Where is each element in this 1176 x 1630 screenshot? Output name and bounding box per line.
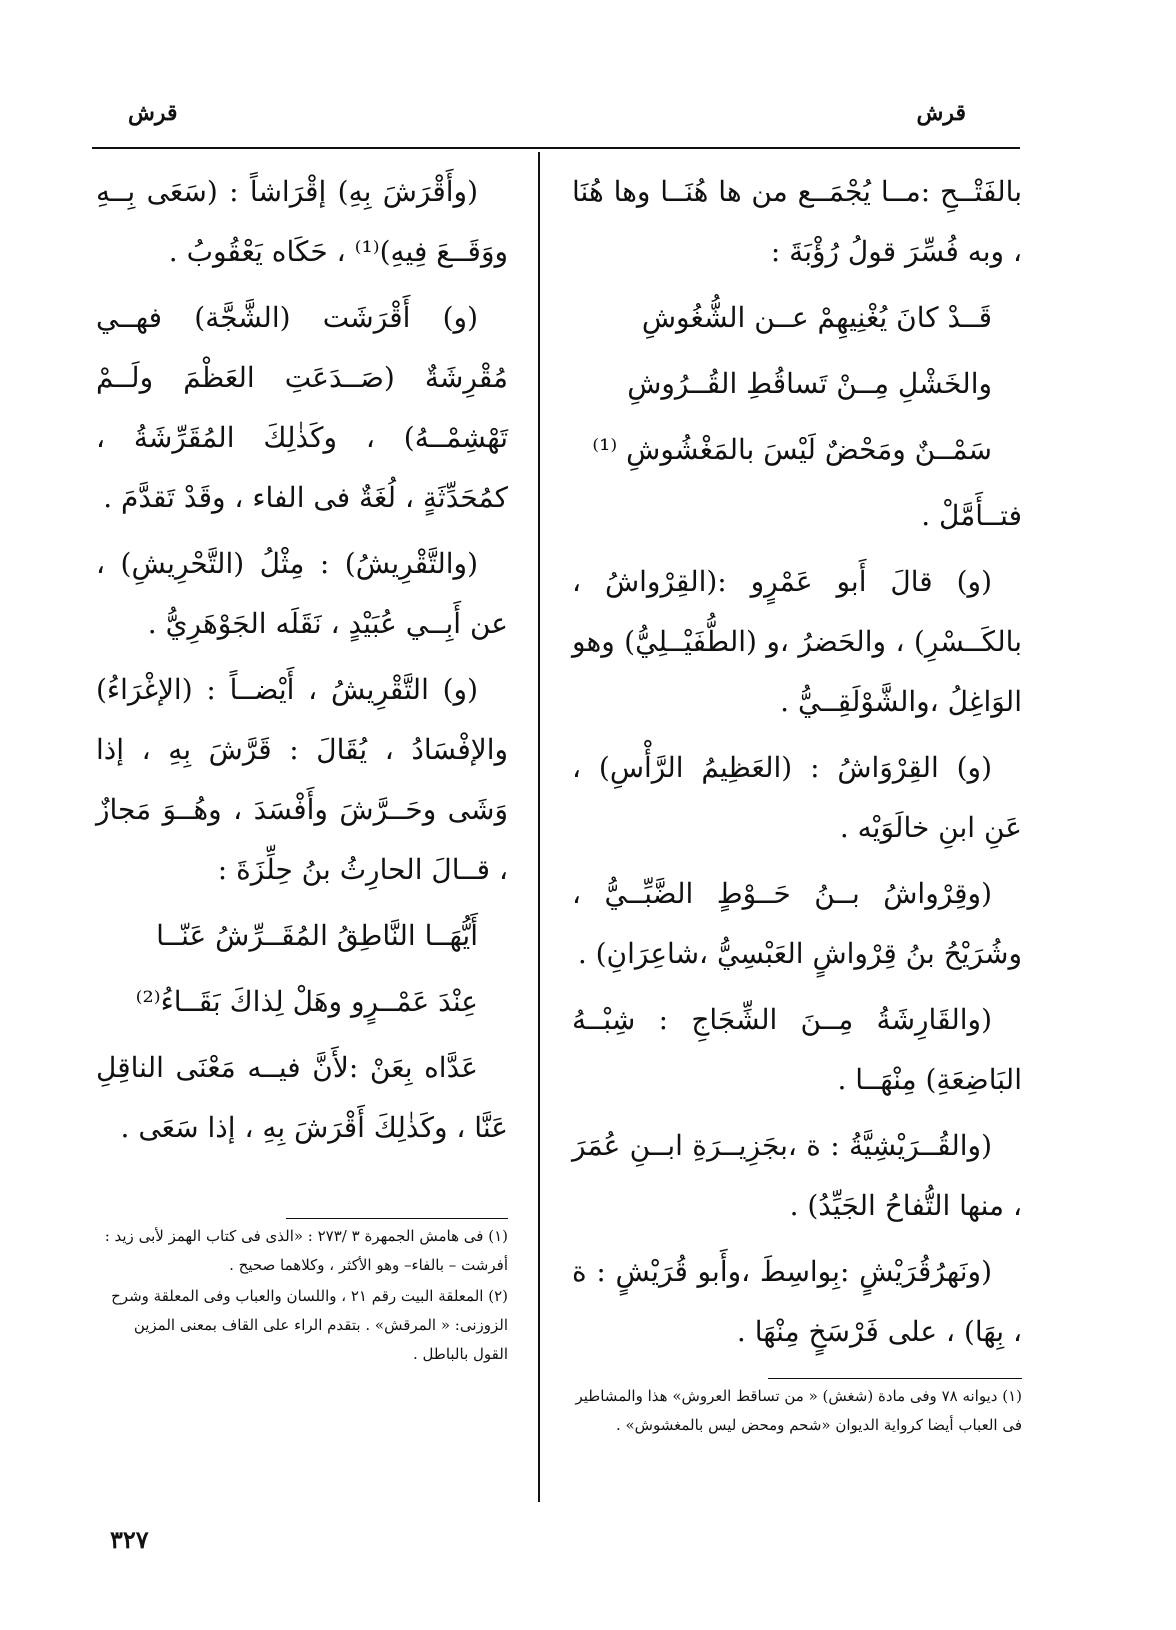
left-paragraph: عَدَّاه بِعَنْ :لأَنَّ فيــه مَعْنَى الناقِلِ عَنَّا ، وكَذٰلِكَ أَقْرَشَ بِهِ ، إذا سَعَى . bbox=[96, 1051, 508, 1144]
left-paragraph: (وأَقْرَشَ بِهِ) إقْرَاشاً : (سَعَى بِــهِ ووَقَــعَ فِيهِ)⁽¹⁾ ، حَكَاه يَعْقُوبُ . bbox=[96, 175, 508, 268]
right-column bbox=[572, 162, 1022, 1368]
right-paragraph: (و) القِرْوَاشُ : (العَظِيمُ الرَّأْسِ) ، عَنِ ابنِ خالَوَيْه . bbox=[572, 751, 1022, 844]
verse-line: عِنْدَ عَمْــرٍو وهَلْ لِذاكَ بَقَــاءُ⁽²⁾ bbox=[135, 985, 478, 1018]
left-paragraph: (والتَّقْرِيشُ) : مِثْلُ (التَّحْرِيشِ) ، عن أَبِــي عُبَيْدٍ ، نَقَلَه الجَوْهَرِيُّ . bbox=[96, 547, 508, 640]
right-paragraph: (وقِرْواشُ بــنُ حَــوْطٍ الضَّبِّــيُّ ، وشُرَيْحُ بنُ قِرْواشٍ العَبْسِيُّ ،شاعِرَانِ) . bbox=[572, 877, 1022, 970]
header-rule bbox=[92, 147, 1020, 149]
footnote-rule-left bbox=[286, 1218, 508, 1219]
page-number: ٣٢٧ bbox=[110, 1525, 149, 1554]
column-divider bbox=[538, 152, 540, 1502]
verse-line: سَمْــنٌ ومَحْضٌ لَيْسَ بالمَغْشُوشِ ⁽¹⁾ bbox=[592, 433, 992, 466]
verse-line: أَيُّهَــا النَّاطِقُ المُقَــرِّشُ عَنّــا bbox=[156, 919, 478, 952]
left-column bbox=[96, 162, 508, 1164]
footnote: (٢) المعلقة البيت رقم ٢١ ، واللسان والعباب وفى المعلقة وشرح الزوزنى: « المرقش» . بتقدم الراء على القاف بمعنى المزين القول بالباطل . bbox=[111, 1287, 508, 1363]
right-paragraph: فتــأَمَّلْ . bbox=[921, 499, 1022, 532]
right-paragraph: (والقُــرَيْشِيَّةُ : ة ،بجَزِيــرَةِ ابــنِ عُمَرَ ، منها التُّفاحُ الجَيِّدُ) . bbox=[572, 1129, 1022, 1222]
right-paragraph: (و) قالَ أَبو عَمْرٍو :(القِرْواشُ ، بالكَــسْرِ) ، والحَضرُ ،و (الطُّفَيْــلِيُّ) وهو الوَاغِلُ ،والشَّوْلَقِــيُّ . bbox=[572, 565, 1022, 718]
verse-line: والخَشْلِ مِــنْ تَساقُطِ القُــرُوشِ bbox=[627, 367, 992, 400]
verse-line: قَــدْ كانَ يُغْنِيهِمْ عــن الشُّغُوشِ bbox=[641, 301, 992, 334]
left-paragraph: (و) أَقْرَشَت (الشَّجَّة) فهــي مُقْرِشَةٌ (صَــدَعَتِ العَظْمَ ولَــمْ تَهْشِمْــهُ) ، وكَذٰلِكَ المُقَرِّشَةُ ، كمُحَدِّثَةٍ ، لُغَةٌ فى الفاء ، وقَدْ تَقدَّمَ . bbox=[96, 301, 508, 514]
left-paragraph: (و) التَّقْرِيشُ ، أَيْضــاً : (الإغْرَاءُ) والإفْسَادُ ، يُقَالَ : قَرَّشَ بِهِ ، إذا وَشَى وحَــرَّشَ وأَفْسَدَ ، وهُــوَ مَجازٌ ، قــالَ الحارِثُ بنُ حِلِّزَةَ : bbox=[96, 673, 508, 886]
right-paragraph: (ونَهرُقُرَيْشٍ :بِواسِطَ ،وأَبو قُرَيْشٍ : ة ، بِهَا) ، على فَرْسَخٍ مِنْهَا . bbox=[572, 1255, 1022, 1348]
right-footnotes bbox=[572, 1382, 1022, 1442]
right-paragraph: بالفَتْــحِ :مــا يُجْمَــع من ها هُنَــا وها هُنَا ، وبه فُسِّرَ قولُ رُؤْبَةَ : bbox=[572, 175, 1022, 268]
footnote: (١) فى هامش الجمهرة ٣ /٢٧٣ : «الذى فى كتاب الهمز لأبى زيد : أفرشت – بالفاء– وهو الأكثر ، وكلاهما صحيح . bbox=[104, 1227, 508, 1274]
running-header-right: قرش bbox=[916, 100, 966, 126]
footnote-rule-right bbox=[768, 1378, 1022, 1379]
left-footnotes bbox=[96, 1222, 508, 1371]
running-header-left: قرش bbox=[128, 100, 178, 126]
right-paragraph: (والقَارِشَةُ مِــنَ الشِّجَاجِ : شِبْــهُ البَاضِعَةِ) مِنْهَــا . bbox=[572, 1003, 1022, 1096]
footnote: (١) ديوانه ٧٨ وفى مادة (شغش) « من تساقط العروش» هذا والمشاطير فى العباب أيضا كرواية الديوان «شحم ومحض ليس بالمغشوش» . bbox=[575, 1387, 1022, 1434]
